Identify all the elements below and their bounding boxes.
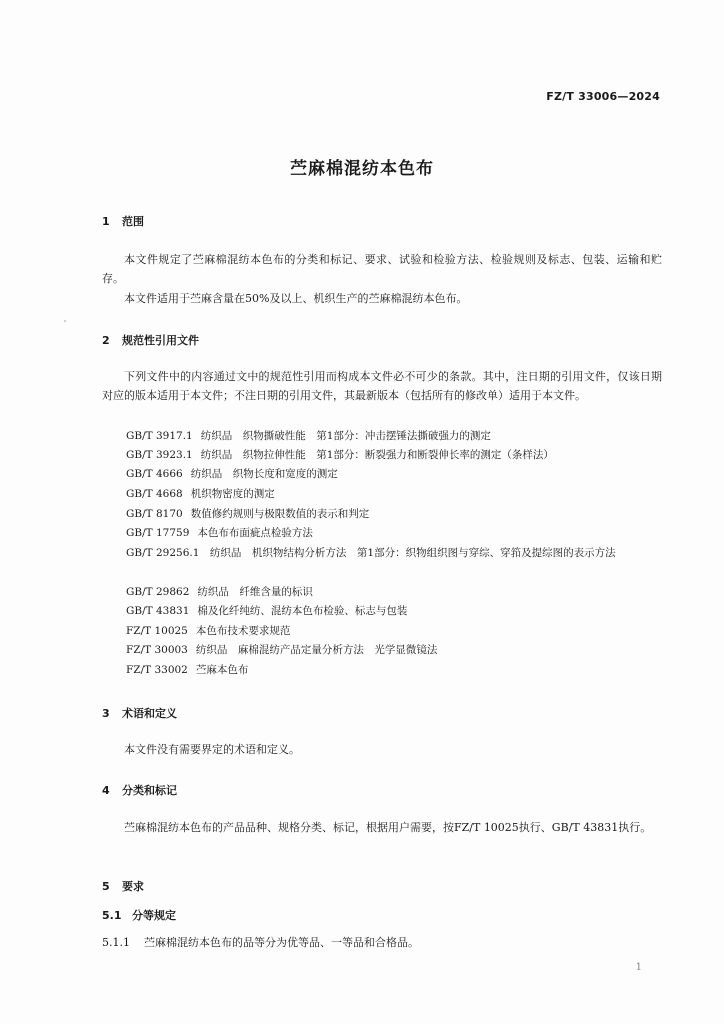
reference-title: 纺织品 织物拉伸性能 第1部分：断裂强力和断裂伸长率的测定（条样法） [200, 449, 554, 461]
reference-code: GB/T 3923.1 [126, 449, 193, 461]
clause-number: 5.1.1 [102, 936, 130, 949]
reference-item [126, 642, 437, 657]
reference-item-long: GB/T 29256.1 纺织品 机织物结构分析方法 第1部分：织物组织图与穿综、穿筘及提综图的表示方法 [126, 547, 616, 559]
reference-code: FZ/T 33002 [126, 664, 188, 676]
reference-title: 本色布技术要求规范 [195, 625, 291, 637]
reference-code: GB/T 8170 [126, 508, 183, 520]
reference-item [126, 428, 491, 443]
reference-code: GB/T 43831 [126, 605, 190, 617]
section-number: 1 [102, 215, 110, 228]
section-2-intro: 下列文件中的内容通过文中的规范性引用而构成本文件必不可少的条款。其中，注日期的引用文件，仅该日期对应的版本适用于本文件；不注日期的引用文件，其最新版本（包括所有的修改单）适用于本文件。 [102, 370, 662, 402]
page-number: 1 [635, 962, 642, 973]
section-5-heading [102, 878, 144, 894]
document-title: 苎麻棉混纺本色布 [290, 159, 434, 179]
standard-code: FZ/T 33006—2024 [546, 90, 660, 103]
section-title: 规范性引用文件 [122, 334, 199, 347]
reference-code: FZ/T 30003 [126, 644, 188, 656]
reference-item [126, 466, 338, 481]
section-2-heading [102, 332, 199, 348]
reference-item [126, 486, 275, 501]
clause-text: 苎麻棉混纺本色布的品等分为优等品、一等品和合格品。 [144, 936, 419, 949]
reference-code: FZ/T 10025 [126, 625, 188, 637]
section-4-paragraph: 苎麻棉混纺本色布的产品品种、规格分类、标记，根据用户需要，按FZ/T 10025执行、GB/T 43831执行。 [124, 821, 652, 834]
reference-item [126, 525, 313, 540]
section-title: 术语和定义 [122, 707, 177, 720]
reference-title: 纺织品 纤维含量的标识 [197, 586, 313, 598]
reference-title: 纺织品 织物长度和宽度的测定 [190, 468, 338, 480]
reference-item [126, 584, 313, 599]
section-number: 5 [102, 880, 110, 893]
subsection-number: 5.1 [102, 909, 122, 922]
reference-item [126, 623, 290, 638]
reference-code: GB/T 4666 [126, 468, 183, 480]
section-1-heading [102, 213, 144, 229]
reference-title: 本色布布面疵点检验方法 [197, 527, 313, 539]
reference-item [126, 603, 407, 618]
section-title: 分类和标记 [122, 784, 177, 797]
reference-title: 纺织品 麻棉混纺产品定量分析方法 光学显微镜法 [195, 644, 438, 656]
subsection-title: 分等规定 [132, 909, 176, 922]
reference-title: 机织物密度的测定 [190, 488, 275, 500]
reference-item [126, 506, 369, 521]
reference-code: GB/T 4668 [126, 488, 183, 500]
section-3-paragraph: 本文件没有需要界定的术语和定义。 [124, 743, 300, 756]
subsection-5-1-heading [102, 907, 176, 923]
reference-title: 纺织品 织物撕破性能 第1部分：冲击摆锤法撕破强力的测定 [200, 430, 491, 442]
clause-5-1-1 [102, 934, 419, 950]
section-number: 4 [102, 784, 110, 797]
section-number: 2 [102, 334, 110, 347]
section-1-paragraph-2: 本文件适用于苎麻含量在50%及以上、机织生产的苎麻棉混纺本色布。 [124, 292, 468, 305]
reference-code: GB/T 3917.1 [126, 430, 193, 442]
section-4-heading [102, 782, 177, 798]
reference-item [126, 447, 554, 462]
section-3-heading [102, 705, 177, 721]
reference-title: 棉及化纤纯纺、混纺本色布检验、标志与包装 [197, 605, 408, 617]
reference-title: 数值修约规则与极限数值的表示和判定 [190, 508, 370, 520]
reference-title: 苎麻本色布 [195, 664, 249, 676]
reference-item [126, 662, 248, 677]
section-title: 范围 [122, 215, 144, 228]
section-title: 要求 [122, 880, 144, 893]
scan-speck [64, 320, 66, 322]
section-number: 3 [102, 707, 110, 720]
reference-code: GB/T 29862 [126, 586, 190, 598]
reference-code: GB/T 17759 [126, 527, 190, 539]
section-1-paragraph-1: 本文件规定了苎麻棉混纺本色布的分类和标记、要求、试验和检验方法、检验规则及标志、包装、运输和贮存。 [102, 253, 662, 285]
